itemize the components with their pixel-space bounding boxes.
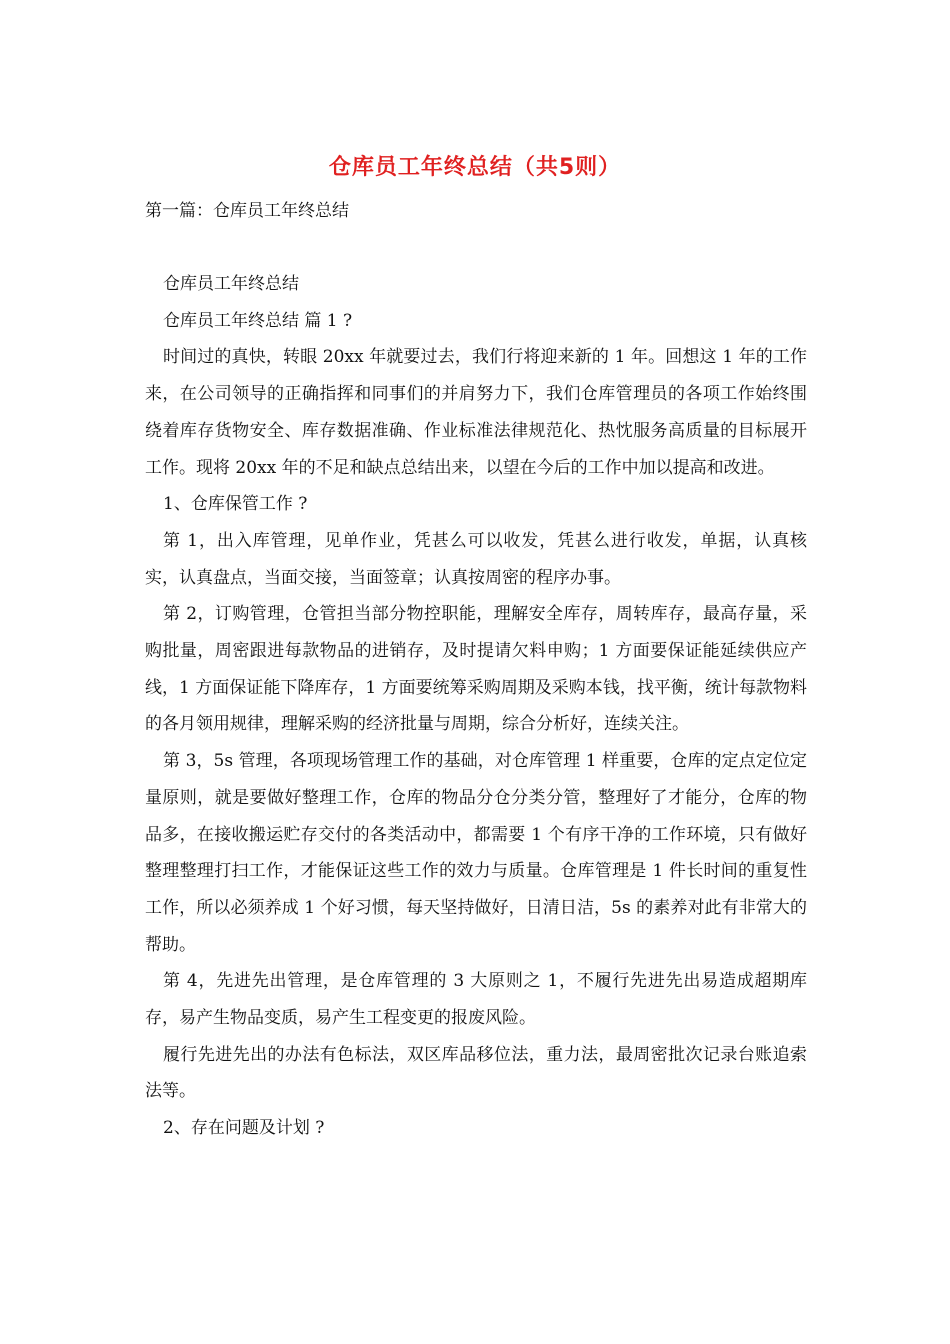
paragraph: 时间过的真快，转眼 20xx 年就要过去，我们行将迎来新的 1 年。回想这 1 年的工作来，在公司领导的正确指挥和同事们的并肩努力下，我们仓库管理员的各项工作始终围绕着库存货物安全、库存数据准确、作业标准法律规范化、热忱服务高质量的目标展开工作。现将 20xx 年的不足和缺点总结出来，以望在今后的工作中加以提高和改进。 bbox=[145, 347, 807, 478]
paragraph: 第 2，订购管理，仓管担当部分物控职能，理解安全库存，周转库存，最高存量，采购批量，周密跟进每款物品的进销存，及时提请欠料申购；1 方面要保证能延续供应产线，1 方面保证能下降库存，1 方面要统筹采购周期及采购本钱，找平衡，统计每款物料的各月领用规律，理解采购的经济批量与周期，综合分析好，连续关注。 bbox=[145, 604, 807, 735]
paragraph: 仓库员工年终总结 bbox=[163, 274, 299, 294]
paragraph: 履行先进先出的办法有色标法，双区库品移位法，重力法，最周密批次记录台账追索法等。 bbox=[145, 1044, 807, 1102]
paragraph: 1、仓库保管工作 ? bbox=[163, 494, 308, 515]
paragraph: 第 3，5s 管理，各项现场管理工作的基础，对仓库管理 1 样重要，仓库的定点定位定量原则，就是要做好整理工作，仓库的物品分仓分类分管，整理好了才能分，仓库的物品多，在接收搬运贮存交付的各类活动中，都需要 1 个有序干净的工作环境，只有做好整理整理打扫工作，才能保证这些工作的效力与质量。仓库管理是 1 件长时间的重复性工作，所以必须养成 1 个好习惯，每天坚持做好，日清日洁，5s 的素养对此有非常大的帮助。 bbox=[145, 751, 807, 955]
document-title: 仓库员工年终总结（共5则） bbox=[328, 155, 622, 180]
chapter-heading: 第一篇：仓库员工年终总结 bbox=[145, 201, 349, 221]
paragraph: 第 1，出入库管理，见单作业，凭甚么可以收发，凭甚么进行收发，单据，认真核实，认真盘点，当面交接，当面签章；认真按周密的程序办事。 bbox=[145, 530, 807, 588]
document-body bbox=[145, 266, 807, 1147]
paragraph: 2、存在问题及计划 ? bbox=[163, 1118, 325, 1139]
paragraph: 第 4，先进先出管理，是仓库管理的 3 大原则之 1，不履行先进先出易造成超期库存，易产生物品变质，易产生工程变更的报废风险。 bbox=[145, 971, 807, 1029]
paragraph: 仓库员工年终总结 篇 1 ? bbox=[163, 310, 353, 331]
